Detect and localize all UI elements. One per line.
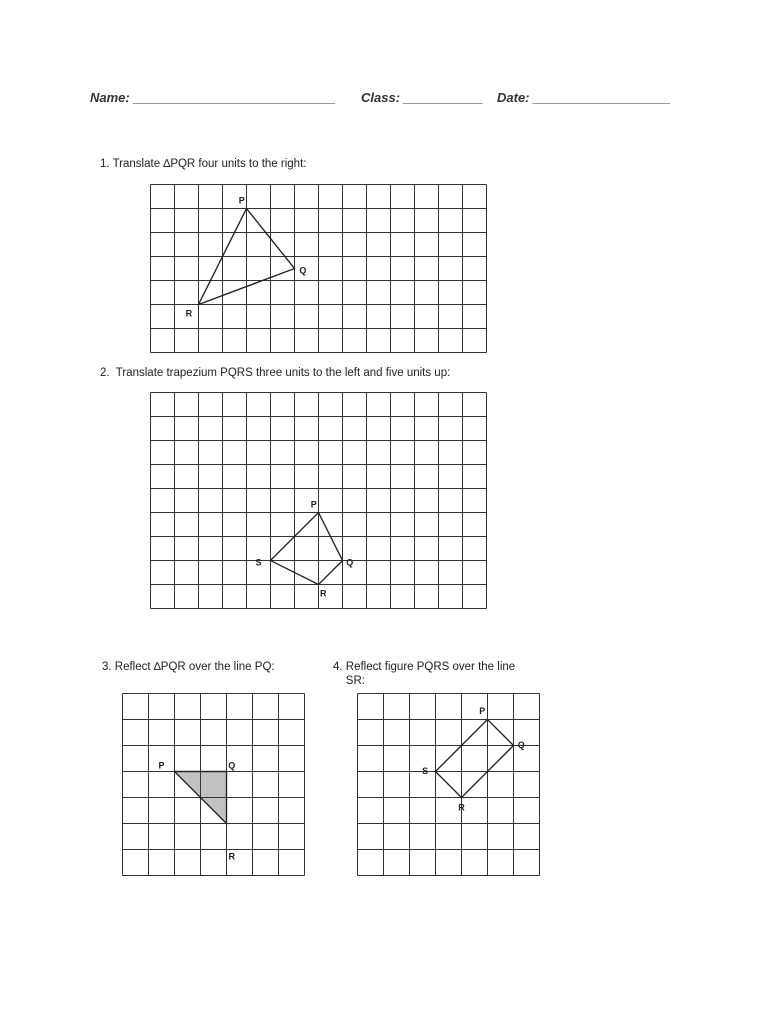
class-field-label: Class: ___________ <box>361 90 484 105</box>
date-field-label: Date: ___________________ <box>497 90 671 105</box>
vertex-label-p: P <box>479 706 486 717</box>
vertex-label-p: P <box>158 760 165 771</box>
shape-q4 <box>436 720 514 798</box>
vertex-label-q: Q <box>517 739 525 750</box>
vertex-label-q: Q <box>228 760 236 771</box>
vertex-label-q: Q <box>299 265 307 276</box>
question-4-grid <box>357 693 540 876</box>
shape-q2 <box>271 513 343 585</box>
vertex-label-q: Q <box>346 557 354 568</box>
name-field-label: Name: ____________________________ <box>90 90 336 105</box>
vertex-label-r: R <box>320 588 327 599</box>
question-3-grid <box>122 693 305 876</box>
vertex-label-r: R <box>228 851 235 862</box>
question-3-prompt: 3. Reflect ∆PQR over the line PQ: <box>102 661 275 673</box>
shape-outline-q4 <box>436 720 514 798</box>
shape-outline-q2 <box>271 513 343 585</box>
question-2-grid <box>150 392 487 609</box>
vertex-label-r: R <box>458 802 465 813</box>
vertex-label-r: R <box>185 308 193 319</box>
question-1-grid <box>150 184 487 353</box>
vertex-label-s: S <box>422 765 429 776</box>
question-4-prompt: 4. Reflect figure PQRS over the line SR: <box>333 661 516 687</box>
vertex-label-s: S <box>255 557 262 568</box>
question-2-prompt: 2. Translate trapezium PQRS three units to the left and five units up: <box>100 367 451 379</box>
vertex-label-p: P <box>238 195 245 206</box>
vertex-label-p: P <box>310 499 317 510</box>
question-1-prompt: 1. Translate ∆PQR four units to the right: <box>100 158 307 170</box>
